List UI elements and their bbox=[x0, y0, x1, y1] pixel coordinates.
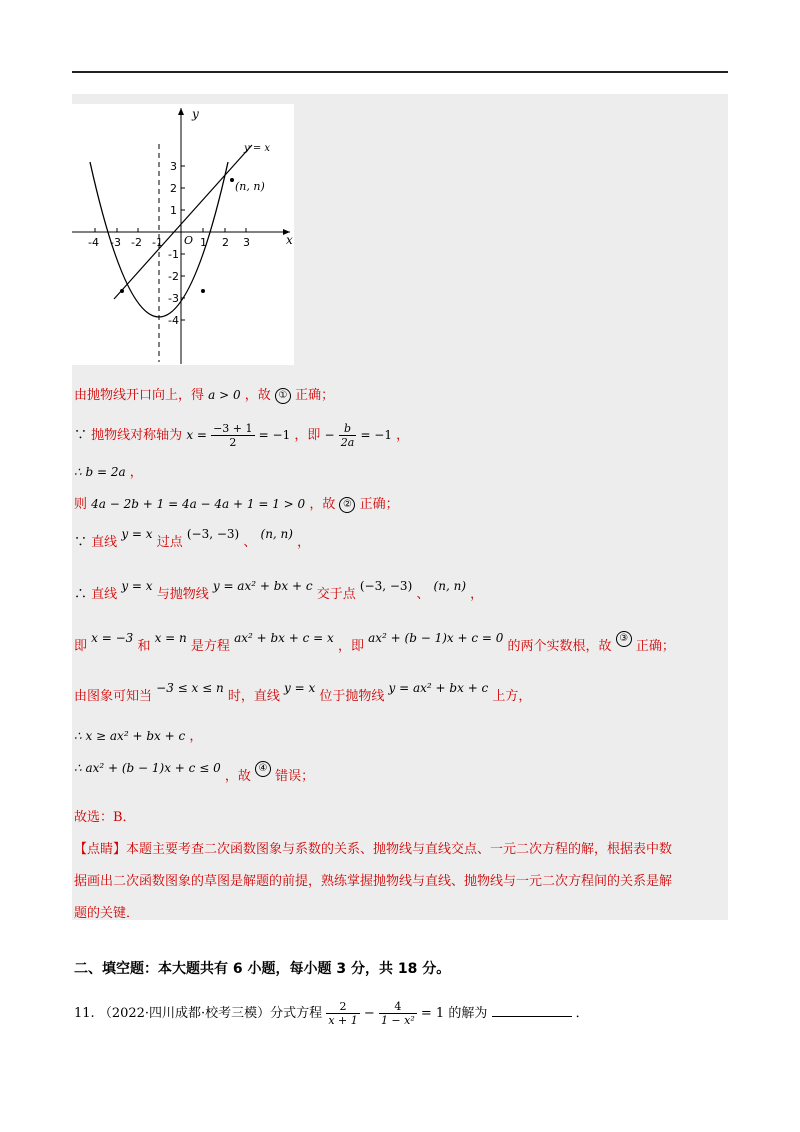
math-expr: = −1 bbox=[258, 428, 291, 442]
numerator: −3 + 1 bbox=[213, 422, 253, 435]
section-heading: 二、填空题：本大题共有 6 小题，每小题 3 分，共 18 分。 bbox=[74, 961, 451, 977]
line-label: y = x bbox=[244, 143, 271, 154]
math-expr: x = −3 bbox=[91, 631, 134, 645]
comment-line-2 bbox=[74, 872, 672, 892]
origin-label: O bbox=[184, 234, 194, 247]
graph-svg bbox=[72, 104, 294, 365]
math-expr: − bbox=[324, 428, 335, 442]
x-tick-label: -2 bbox=[131, 236, 142, 249]
question-source: （2022·四川成都·校考三模）分式方程 bbox=[98, 1006, 323, 1021]
solution-line-8 bbox=[74, 681, 532, 707]
math-expr: ax² + bx + c = x bbox=[234, 631, 334, 645]
y-tick-label: 2 bbox=[170, 182, 177, 195]
math-expr: ∴ ax² + (b − 1)x + c ≤ 0 bbox=[74, 761, 221, 775]
line-text: 则 bbox=[74, 497, 88, 512]
point-coordinates: (n, n) bbox=[433, 579, 466, 593]
line-text: ，即 bbox=[337, 639, 364, 654]
solution-line-4 bbox=[74, 494, 399, 515]
therefore-symbol: ∴ bbox=[74, 587, 88, 602]
fraction bbox=[326, 1000, 359, 1027]
point-label: (n, n) bbox=[235, 180, 265, 193]
fraction bbox=[211, 422, 254, 449]
math-expr: − bbox=[363, 1006, 375, 1021]
line-text: 直线 bbox=[91, 587, 118, 602]
line-text: 错误； bbox=[275, 769, 315, 784]
comment-text: 据画出二次函数图象的草图是解题的前提，熟练掌握抛物线与直线、抛物线与一元二次方程间的关系是解 bbox=[74, 874, 673, 889]
y-tick-label: -3 bbox=[168, 292, 179, 305]
numerator: 2 bbox=[326, 1000, 359, 1014]
x-tick-label: -3 bbox=[110, 236, 121, 249]
solution-line-7 bbox=[74, 631, 675, 657]
line-text: 由抛物线开口向上，得 bbox=[74, 388, 205, 403]
math-expr: x = bbox=[186, 428, 207, 442]
question-text: ． bbox=[575, 1006, 589, 1021]
comment-line-3 bbox=[74, 904, 139, 924]
point-coordinates: (−3, −3) bbox=[186, 527, 240, 541]
solution-line-10 bbox=[74, 761, 315, 787]
y-tick-label: 1 bbox=[170, 204, 177, 217]
math-expr: y = ax² + bx + c bbox=[212, 579, 313, 593]
line-text: 上方， bbox=[492, 689, 532, 704]
circled-number: ④ bbox=[255, 761, 271, 777]
line-text: ， bbox=[396, 428, 410, 443]
line-text: 抛物线对称轴为 bbox=[91, 428, 183, 443]
math-expr: = −1 bbox=[360, 428, 392, 442]
solution-line-2 bbox=[74, 422, 409, 449]
header-rule bbox=[72, 71, 728, 73]
line-text: 过点 bbox=[156, 535, 183, 550]
line-text: ，故 bbox=[244, 388, 271, 403]
y-axis-arrow bbox=[178, 108, 184, 115]
fraction bbox=[379, 1000, 417, 1027]
solution-line-3 bbox=[74, 462, 143, 483]
comment-text: 【点睛】本题主要考查二次函数图象与系数的关系、抛物线与直线交点、一元二次方程的解，根据表中数 bbox=[74, 842, 673, 857]
line-text: 、 bbox=[416, 587, 430, 602]
line-text: ， bbox=[189, 729, 203, 744]
math-expr: y = x bbox=[121, 527, 153, 541]
comment-text: 题的关键． bbox=[74, 906, 140, 921]
circled-number: ① bbox=[275, 388, 291, 404]
point-n-n bbox=[230, 178, 234, 182]
because-symbol: ∵ bbox=[74, 428, 88, 443]
math-expr: ∴ b = 2a bbox=[74, 465, 126, 479]
math-expr: a > 0 bbox=[208, 388, 241, 402]
line-text: 由图象可知当 bbox=[74, 689, 153, 704]
x-tick-label: 1 bbox=[200, 236, 207, 249]
line-text: 交于点 bbox=[316, 587, 356, 602]
line-text: 位于抛物线 bbox=[319, 689, 385, 704]
x-ticks bbox=[95, 228, 246, 232]
line-text: 即 bbox=[74, 639, 88, 654]
y-tick-label: 3 bbox=[170, 160, 177, 173]
line-text: 正确； bbox=[635, 639, 675, 654]
math-expr: x = n bbox=[154, 631, 187, 645]
math-expr: = 1 bbox=[420, 1006, 445, 1021]
line-text: 直线 bbox=[91, 535, 118, 550]
circled-number: ② bbox=[339, 497, 355, 513]
y-tick-label: -1 bbox=[168, 248, 179, 261]
answer-text: 故选：B． bbox=[74, 810, 136, 825]
point-minus3-minus3 bbox=[120, 289, 124, 293]
x-axis-label: x bbox=[286, 233, 293, 247]
x-tick-label: -1 bbox=[152, 236, 163, 249]
line-text: ， bbox=[297, 535, 311, 550]
solution-line-6 bbox=[74, 579, 484, 605]
circled-number: ③ bbox=[616, 631, 632, 647]
line-text: 的两个实数根，故 bbox=[507, 639, 612, 654]
math-expr: y = x bbox=[284, 681, 316, 695]
point-coordinates: (n, n) bbox=[260, 527, 293, 541]
line-text: 正确； bbox=[295, 388, 335, 403]
point-1-minus3 bbox=[201, 289, 205, 293]
solution-line-5 bbox=[74, 527, 311, 553]
line-text: 和 bbox=[137, 639, 151, 654]
math-expr: 4a − 2b + 1 = 4a − 4a + 1 = 1 > 0 bbox=[91, 497, 306, 511]
x-tick-label: 2 bbox=[222, 236, 229, 249]
line-text: 时，直线 bbox=[227, 689, 280, 704]
y-tick-label: -4 bbox=[168, 314, 179, 327]
denominator: 2 bbox=[229, 436, 237, 449]
numerator: b bbox=[339, 422, 357, 436]
x-tick-label: 3 bbox=[243, 236, 250, 249]
line-text: 正确； bbox=[359, 497, 399, 512]
denominator: 1 − x² bbox=[380, 1014, 415, 1027]
y-tick-label: -2 bbox=[168, 270, 179, 283]
fraction bbox=[339, 422, 357, 449]
answer-blank[interactable] bbox=[492, 1002, 572, 1017]
math-expr: ax² + (b − 1)x + c = 0 bbox=[368, 631, 504, 645]
math-expr: ∴ x ≥ ax² + bx + c bbox=[74, 729, 186, 743]
math-expr: y = ax² + bx + c bbox=[388, 681, 489, 695]
y-axis-label: y bbox=[192, 107, 199, 121]
solution-line-1 bbox=[74, 385, 334, 406]
math-expr: −3 ≤ x ≤ n bbox=[156, 681, 224, 695]
solution-line-9 bbox=[74, 726, 202, 747]
because-symbol: ∵ bbox=[74, 535, 88, 550]
x-tick-label: -4 bbox=[88, 236, 99, 249]
point-coordinates: (−3, −3) bbox=[359, 579, 413, 593]
function-graph bbox=[72, 104, 294, 365]
numerator: 4 bbox=[379, 1000, 417, 1014]
denominator: 2a bbox=[340, 436, 355, 449]
question-text: 的解为 bbox=[448, 1006, 488, 1021]
comment-line-1 bbox=[74, 840, 672, 860]
answer-line bbox=[74, 808, 136, 828]
line-text: ， bbox=[129, 465, 143, 480]
line-text: ， bbox=[470, 587, 484, 602]
line-text: ，故 bbox=[309, 497, 336, 512]
question-number: 11. bbox=[74, 1006, 95, 1021]
question-11 bbox=[74, 1000, 589, 1028]
line-text: ，即 bbox=[294, 428, 321, 443]
line-text: 、 bbox=[243, 535, 257, 550]
line-text: ，故 bbox=[224, 769, 251, 784]
denominator: x + 1 bbox=[328, 1014, 358, 1027]
math-expr: y = x bbox=[121, 579, 153, 593]
line-text: 与抛物线 bbox=[156, 587, 209, 602]
line-text: 是方程 bbox=[190, 639, 230, 654]
